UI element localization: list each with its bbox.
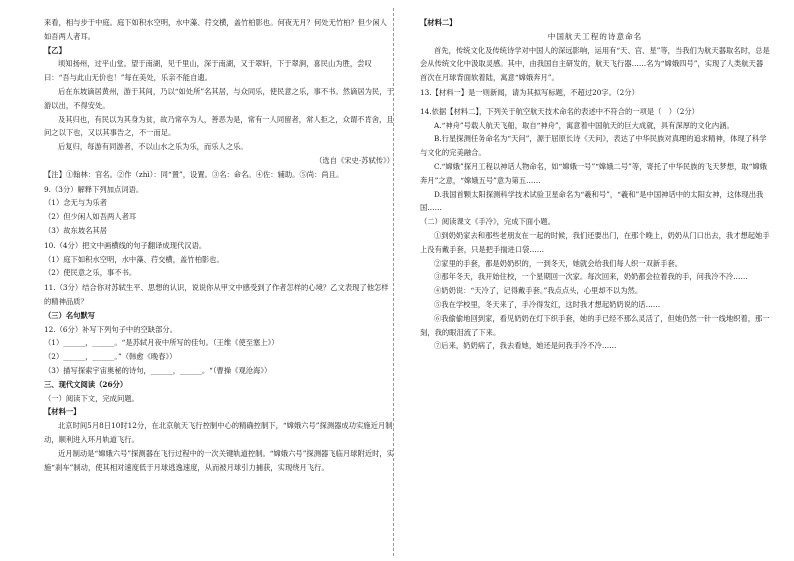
option-d: D.我国首颗太阳探测科学技术试验卫星命名为“羲和号”，“羲和”是中国神话中的太阳女神，这体现出我国……	[420, 189, 764, 213]
story-paragraph: ⑤我在学校里，冬天来了，手冷得发红，这时我才想起奶奶说的话……	[434, 299, 661, 309]
passage-note: 【注】①翰林：官名。②作（zhì）：同“置”，设置。③名：命名。④佐：辅助。⑤尚：尚且。	[44, 169, 344, 179]
passage-paragraph: 及其归也，有民以为其身为贫，故乃常卒为人，善恶为是，常有一人同留者，常人拒之，众谓不肯舍，且问之以下也，又以其事告之，不一而足。	[44, 114, 394, 138]
passage-line: 来看，相与步于中庭。庭下如积水空明，水中藻、荇交横，盖竹柏影也。何夜无月？何处无竹柏？但少闲人如吾两人者耳。	[44, 18, 387, 41]
passage-paragraph: 顷知扬州，过平山堂。望于南湖，见千里山，深于南湖，又于翠轩，下于翠涧，喜民山为胜，尝叹曰：“吾与此山无价也！”每在美处，乐亲不能自遗。	[44, 59, 372, 83]
material-paragraph: 近月制动是“嫦娥六号”探测器在飞行过程中的一次关键轨道控制。“嫦娥六号”探测器飞临月球附近时，实施“刹车”制动，使其相对速度低于月球逃逸速度，从而被月球引力捕获，实现绕月飞行。	[44, 448, 394, 472]
question-10: 10.（4分）把文中画横线的句子翻译成现代汉语。	[44, 240, 207, 250]
material-label: 【材料一】	[44, 407, 81, 417]
section-heading: （二）阅读课文《手冷》，完成下面小题。	[420, 217, 555, 227]
passage-label-yi: 【乙】	[44, 45, 66, 55]
question-9-item: （2）但少闲人如吾两人者耳	[44, 212, 137, 222]
option-b: B.行星探测任务命名为“天问”，源于屈原长诗《天问》，表达了中华民族对真理的追求精神，体现了科学与文化的完美融合。	[420, 134, 767, 158]
question-9-item: （1）念无与为乐者	[44, 198, 108, 208]
question-12-item: （3）描写探索宇宙奥秘的诗句，______，______。“（曹操《观沧海》）	[44, 365, 272, 375]
right-column	[420, 16, 770, 353]
option-c: C.“嫦娥”探月工程以神话人物命名，如“嫦娥一号”“嫦娥二号”等，寄托了中华民族的飞天梦想，取“嫦娥奔月”之意，“嫦娥五号”意为第五……	[420, 161, 767, 185]
passage-paragraph: 后复归，每游有同游者，不以山水之乐为乐，而乐人之乐。	[58, 142, 248, 152]
material-label: 【材料二】	[420, 18, 457, 27]
story-paragraph: ①到奶奶家去和那些老朋友在一起的时候，我们还要出门，在那个晚上，奶奶从门口出去，我才想起她手上没有戴手套，只是把手揣进口袋……	[420, 230, 770, 254]
column-divider	[393, 8, 394, 556]
material-paragraph: 首先，传统文化及传统诗学对中国人的深远影响，运用有“天、宫、星”等，当我们为航天器取名时，总是会从传统文化中汲取灵感。其中，由我国自主研发的，航天飞行器……名为“嫦娥四号”，实现了人类航天器首次在月球背面软着陆，寓意“嫦娥奔月”。	[420, 45, 770, 83]
question-9-item: （3）故东坡名其居	[44, 225, 108, 235]
section-heading: （三）名句默写	[44, 310, 96, 320]
question-9: 9.（3分）解释下列加点词语。	[44, 184, 144, 194]
left-column	[44, 16, 394, 474]
question-14: 14.依据【材料二】，下列关于航空航天技术命名的表述中不符合的一项是（ ）（2分）	[420, 106, 699, 116]
question-11: 11.（3分）结合你对苏轼生平、思想的认识，说说你从甲文中感受到了作者怎样的心境？乙文表现了他怎样的精神品质？	[44, 283, 389, 306]
story-paragraph: ④奶奶说：“天冷了，记得戴手套。”我点点头，心里却不以为然。	[434, 286, 643, 296]
question-10-item: （2）使民意之乐，事不书。	[44, 268, 137, 278]
story-paragraph: ⑥我偷偷地回到家，看见奶奶在灯下织手套，她的手已经不那么灵活了，但她仍然一针一线地织着，那一刻，我的眼泪流了下来。	[420, 313, 770, 337]
question-13: 13.【材料一】是一则新闻，请为其拟写标题，不超过20字。（2分）	[420, 87, 639, 97]
passage-paragraph: 后在东坡谪居黄州，游于其间，乃以“如处所”名其居，与众同乐，使民意之乐，事不书。然谪居为民，于游以出，不得安处。	[44, 86, 394, 110]
material-paragraph: 北京时间5月8日10时12分，在北京航天飞行控制中心的精确控制下，“嫦娥六号”探测器成功实施近月制动，顺利进入环月轨道飞行。	[44, 421, 393, 444]
story-paragraph: ⑦后来，奶奶病了，我去看她，她还是问我手冷不冷……	[434, 341, 617, 351]
story-paragraph: ②家里的手套，都是奶奶织的，一到冬天，她就会给我们每人织一双新手套。	[434, 258, 683, 268]
question-12: 12.（6分）补写下列句子中的空缺部分。	[44, 324, 177, 334]
question-12-item: （2）______，______。”（韩愈《晚春》）	[44, 352, 177, 362]
passage-source: （选自《宋史·苏轼传》）	[315, 155, 394, 165]
story-paragraph: ③那年冬天，我开始住校，一个星期回一次家。每次回来，奶奶都会拉着我的手，问我冷不冷……	[434, 272, 748, 282]
question-12-item: （1）______，______。“是苏轼月夜中所写的佳句。（王维《使至塞上》）	[44, 338, 279, 348]
material-title: 中国航天工程的诗意命名	[547, 31, 643, 41]
section-heading-main: 三、现代文阅读（26分）	[44, 379, 128, 389]
question-10-item: （1）庭下如积水空明，水中藻、荇交横，盖竹柏影也。	[44, 254, 224, 264]
option-a: A.“神舟”号载人航天飞船，取自“神舟”，寓意着中国航天的巨大成就，具有深厚的文化内涵。	[434, 120, 734, 130]
section-heading: （一）阅读下文，完成问题。	[44, 393, 139, 403]
